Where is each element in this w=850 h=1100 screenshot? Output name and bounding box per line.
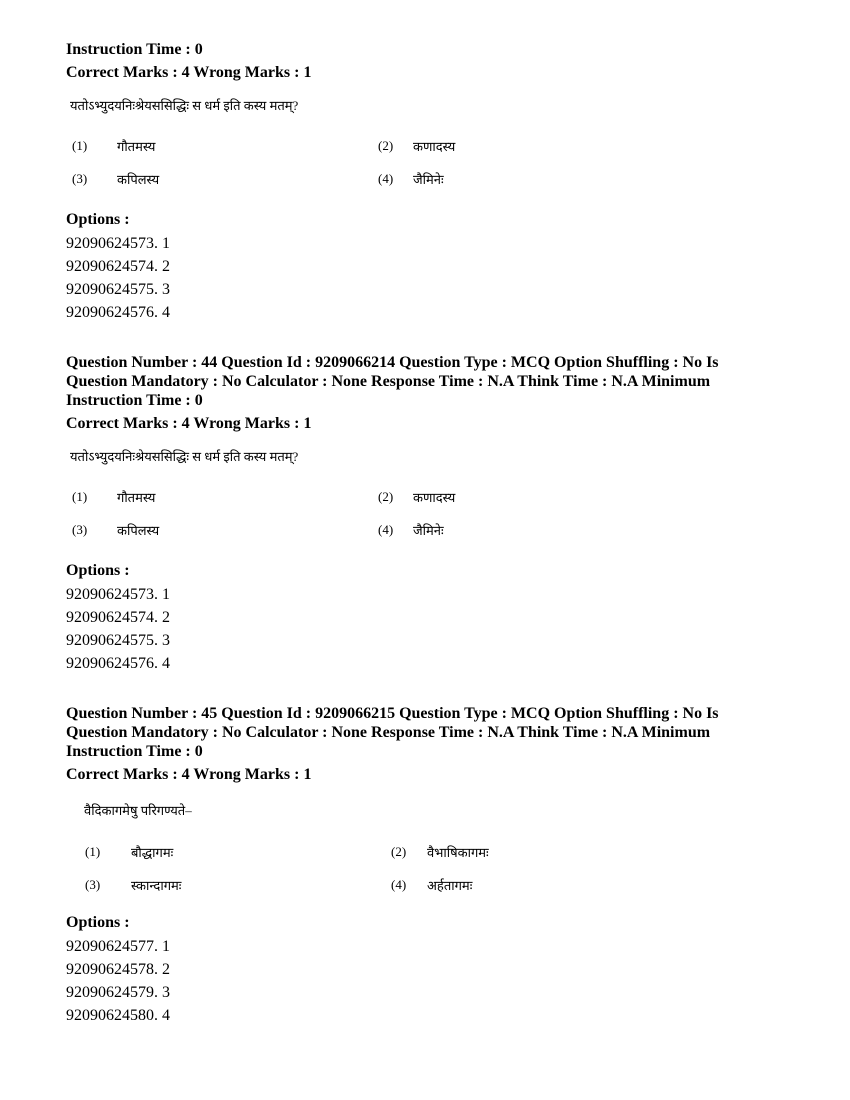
options-label: Options : <box>66 914 130 931</box>
choice-text: अर्हतागमः <box>427 878 473 893</box>
question-header: Question Number : 45 Question Id : 9209066215 Question Type : MCQ Option Shuffling : No Is <box>66 705 719 722</box>
option-id: 92090624573. 1 <box>66 235 170 252</box>
choice-text: कणादस्य <box>413 139 456 154</box>
choice-text: बौद्धागमः <box>131 845 174 860</box>
option-id: 92090624576. 4 <box>66 304 170 321</box>
option-id: 92090624573. 1 <box>66 586 170 603</box>
choice-number: (3) <box>72 171 88 186</box>
choice-number: (3) <box>85 877 101 892</box>
choice-text: जैमिनेः <box>413 523 444 538</box>
marks-line: Correct Marks : 4 Wrong Marks : 1 <box>66 766 312 783</box>
choice-number: (1) <box>85 844 101 859</box>
options-label: Options : <box>66 562 130 579</box>
question-text: यतोऽभ्युदयनिःश्रेयससिद्धिः स धर्म इति कस्य मतम्? <box>70 449 299 464</box>
option-id: 92090624577. 1 <box>66 938 170 955</box>
choice-text: स्कान्दागमः <box>131 878 182 893</box>
choice-number: (3) <box>72 522 88 537</box>
choice-text: जैमिनेः <box>413 172 444 187</box>
choice-number: (2) <box>391 844 407 859</box>
marks-line: Correct Marks : 4 Wrong Marks : 1 <box>66 415 312 432</box>
choice-text: कपिलस्य <box>117 523 160 538</box>
marks-line: Correct Marks : 4 Wrong Marks : 1 <box>66 64 312 81</box>
choice-number: (4) <box>391 877 407 892</box>
option-id: 92090624579. 3 <box>66 984 170 1001</box>
question-text: वैदिकागमेषु परिगण्यते– <box>84 803 192 818</box>
question-header: Question Mandatory : No Calculator : None Response Time : N.A Think Time : N.A Minimum <box>66 724 711 741</box>
option-id: 92090624576. 4 <box>66 655 170 672</box>
choice-text: कणादस्य <box>413 490 456 505</box>
choice-text: गौतमस्य <box>117 139 156 154</box>
choice-text: वैभाषिकागमः <box>427 845 489 860</box>
instruction-time: Instruction Time : 0 <box>66 392 203 409</box>
option-id: 92090624575. 3 <box>66 632 170 649</box>
option-id: 92090624580. 4 <box>66 1007 170 1024</box>
choice-number: (4) <box>378 171 394 186</box>
option-id: 92090624574. 2 <box>66 258 170 275</box>
choice-number: (4) <box>378 522 394 537</box>
question-text: यतोऽभ्युदयनिःश्रेयससिद्धिः स धर्म इति कस्य मतम्? <box>70 98 299 113</box>
instruction-time: Instruction Time : 0 <box>66 41 203 58</box>
choice-text: गौतमस्य <box>117 490 156 505</box>
choice-number: (2) <box>378 138 394 153</box>
option-id: 92090624575. 3 <box>66 281 170 298</box>
option-id: 92090624578. 2 <box>66 961 170 978</box>
question-header: Question Number : 44 Question Id : 9209066214 Question Type : MCQ Option Shuffling : No Is <box>66 354 719 371</box>
choice-number: (1) <box>72 489 88 504</box>
options-label: Options : <box>66 211 130 228</box>
instruction-time: Instruction Time : 0 <box>66 743 203 760</box>
choice-number: (2) <box>378 489 394 504</box>
question-header: Question Mandatory : No Calculator : None Response Time : N.A Think Time : N.A Minimum <box>66 373 711 390</box>
option-id: 92090624574. 2 <box>66 609 170 626</box>
choice-number: (1) <box>72 138 88 153</box>
choice-text: कपिलस्य <box>117 172 160 187</box>
